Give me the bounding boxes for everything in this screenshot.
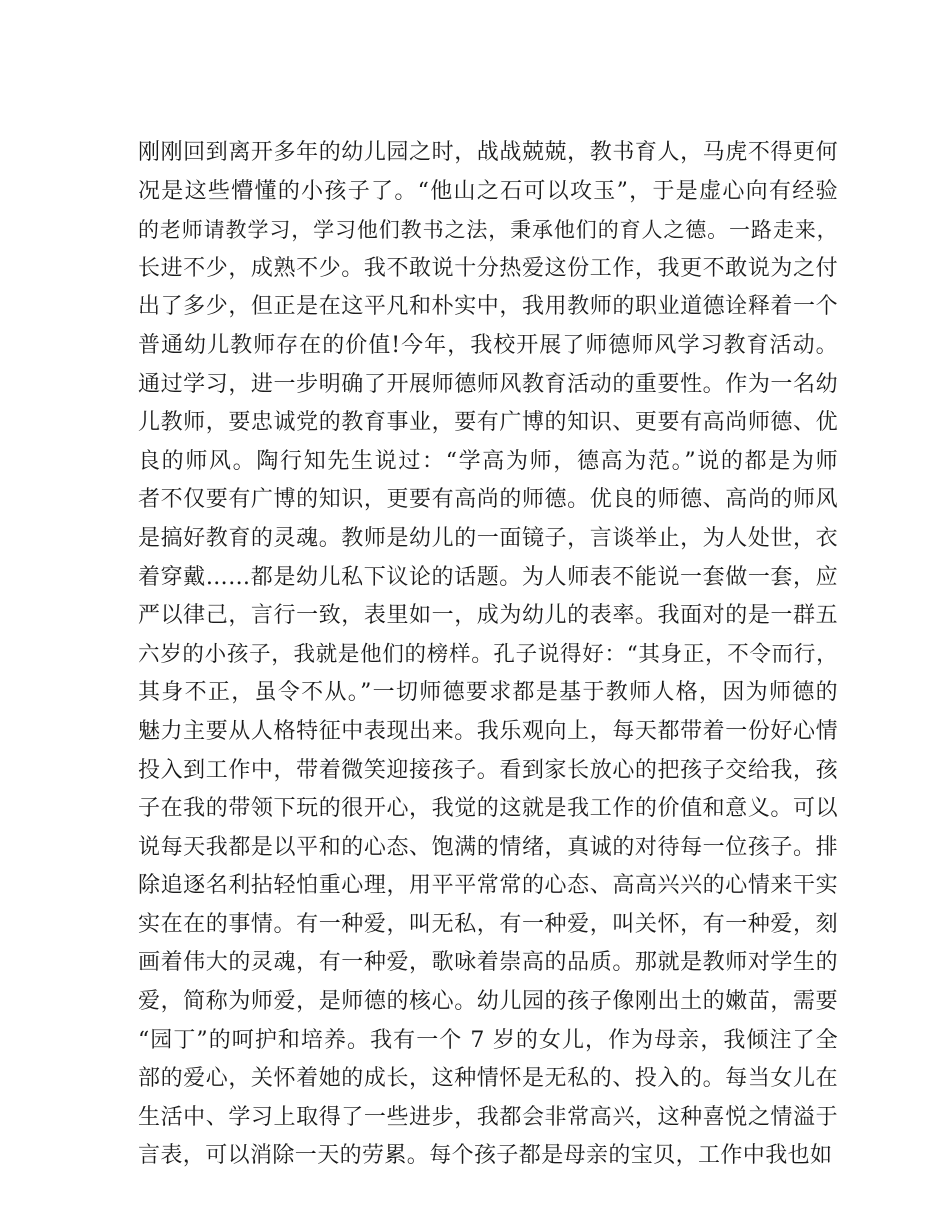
text-line: 者不仅要有广博的知识，更要有高尚的师德。优良的师德、高尚的师风 (138, 487, 838, 513)
text-line: 言表，可以消除一天的劳累。每个孩子都是母亲的宝贝，工作中我也如 (138, 1143, 833, 1169)
text-line: 实在在的事情。有一种爱，叫无私，有一种爱，叫关怀，有一种爱，刻 (138, 911, 838, 937)
text-line: 画着伟大的灵魂，有一种爱，歌咏着崇高的品质。那就是教师对学生的 (138, 950, 838, 976)
text-line: 长进不少，成熟不少。我不敢说十分热爱这份工作，我更不敢说为之付 (138, 255, 838, 281)
text-line: 刚刚回到离开多年的幼儿园之时，战战兢兢，教书育人，马虎不得更何 (138, 140, 838, 165)
text-line: 说每天我都是以平和的心态、饱满的情绪，真诚的对待每一位孩子。排 (138, 834, 838, 860)
text-line: 生活中、学习上取得了一些进步，我都会非常高兴，这种喜悦之情溢于 (138, 1104, 838, 1130)
text-line: 投入到工作中，带着微笑迎接孩子。看到家长放心的把孩子交给我，孩 (138, 757, 838, 783)
text-line: 部的爱心，关怀着她的成长，这种情怀是无私的、投入的。每当女儿在 (138, 1066, 838, 1092)
text-line: 除追逐名利拈轻怕重心理，用平平常常的心态、高高兴兴的心情来干实 (138, 873, 838, 899)
text-line: 六岁的小孩子，我就是他们的榜样。孔子说得好：“其身正，不令而行， (138, 641, 838, 667)
text-line: 出了多少，但正是在这平凡和朴实中，我用教师的职业道德诠释着一个 (138, 294, 838, 320)
text-line: 的老师请教学习，学习他们教书之法，秉承他们的育人之德。一路走来， (138, 218, 838, 243)
text-line: “园丁”的呵护和培养。我有一个 7 岁的女儿，作为母亲，我倾注了全 (138, 1027, 838, 1053)
text-line: 儿教师，要忠诚党的教育事业，要有广博的知识、更要有高尚师德、优 (138, 410, 838, 436)
text-line: 严以律己，言行一致，表里如一，成为幼儿的表率。我面对的是一群五 (138, 603, 838, 629)
text-line: 爱，简称为师爱，是师德的核心。幼儿园的孩子像刚出土的嫩苗，需要 (138, 989, 838, 1015)
text-line: 普通幼儿教师存在的价值!今年，我校开展了师德师风学习教育活动。 (138, 332, 838, 358)
text-line: 通过学习，进一步明确了开展师德师风教育活动的重要性。作为一名幼 (138, 371, 838, 397)
text-line: 况是这些懵懂的小孩子了。“他山之石可以攻玉”，于是虚心向有经验 (138, 178, 838, 204)
text-line: 是搞好教育的灵魂。教师是幼儿的一面镜子，言谈举止，为人处世，衣 (138, 525, 838, 551)
text-line: 其身不正，虽令不从。”一切师德要求都是基于教师人格，因为师德的 (138, 680, 838, 706)
text-line: 魅力主要从人格特征中表现出来。我乐观向上，每天都带着一份好心情 (138, 718, 838, 744)
text-line: 子在我的带领下玩的很开心，我觉的这就是我工作的价值和意义。可以 (138, 796, 838, 822)
text-line: 良的师风。陶行知先生说过：“学高为师，德高为范。”说的都是为师 (138, 448, 838, 474)
text-line: 着穿戴……都是幼儿私下议论的话题。为人师表不能说一套做一套，应 (138, 564, 838, 590)
body-text (138, 134, 838, 1176)
